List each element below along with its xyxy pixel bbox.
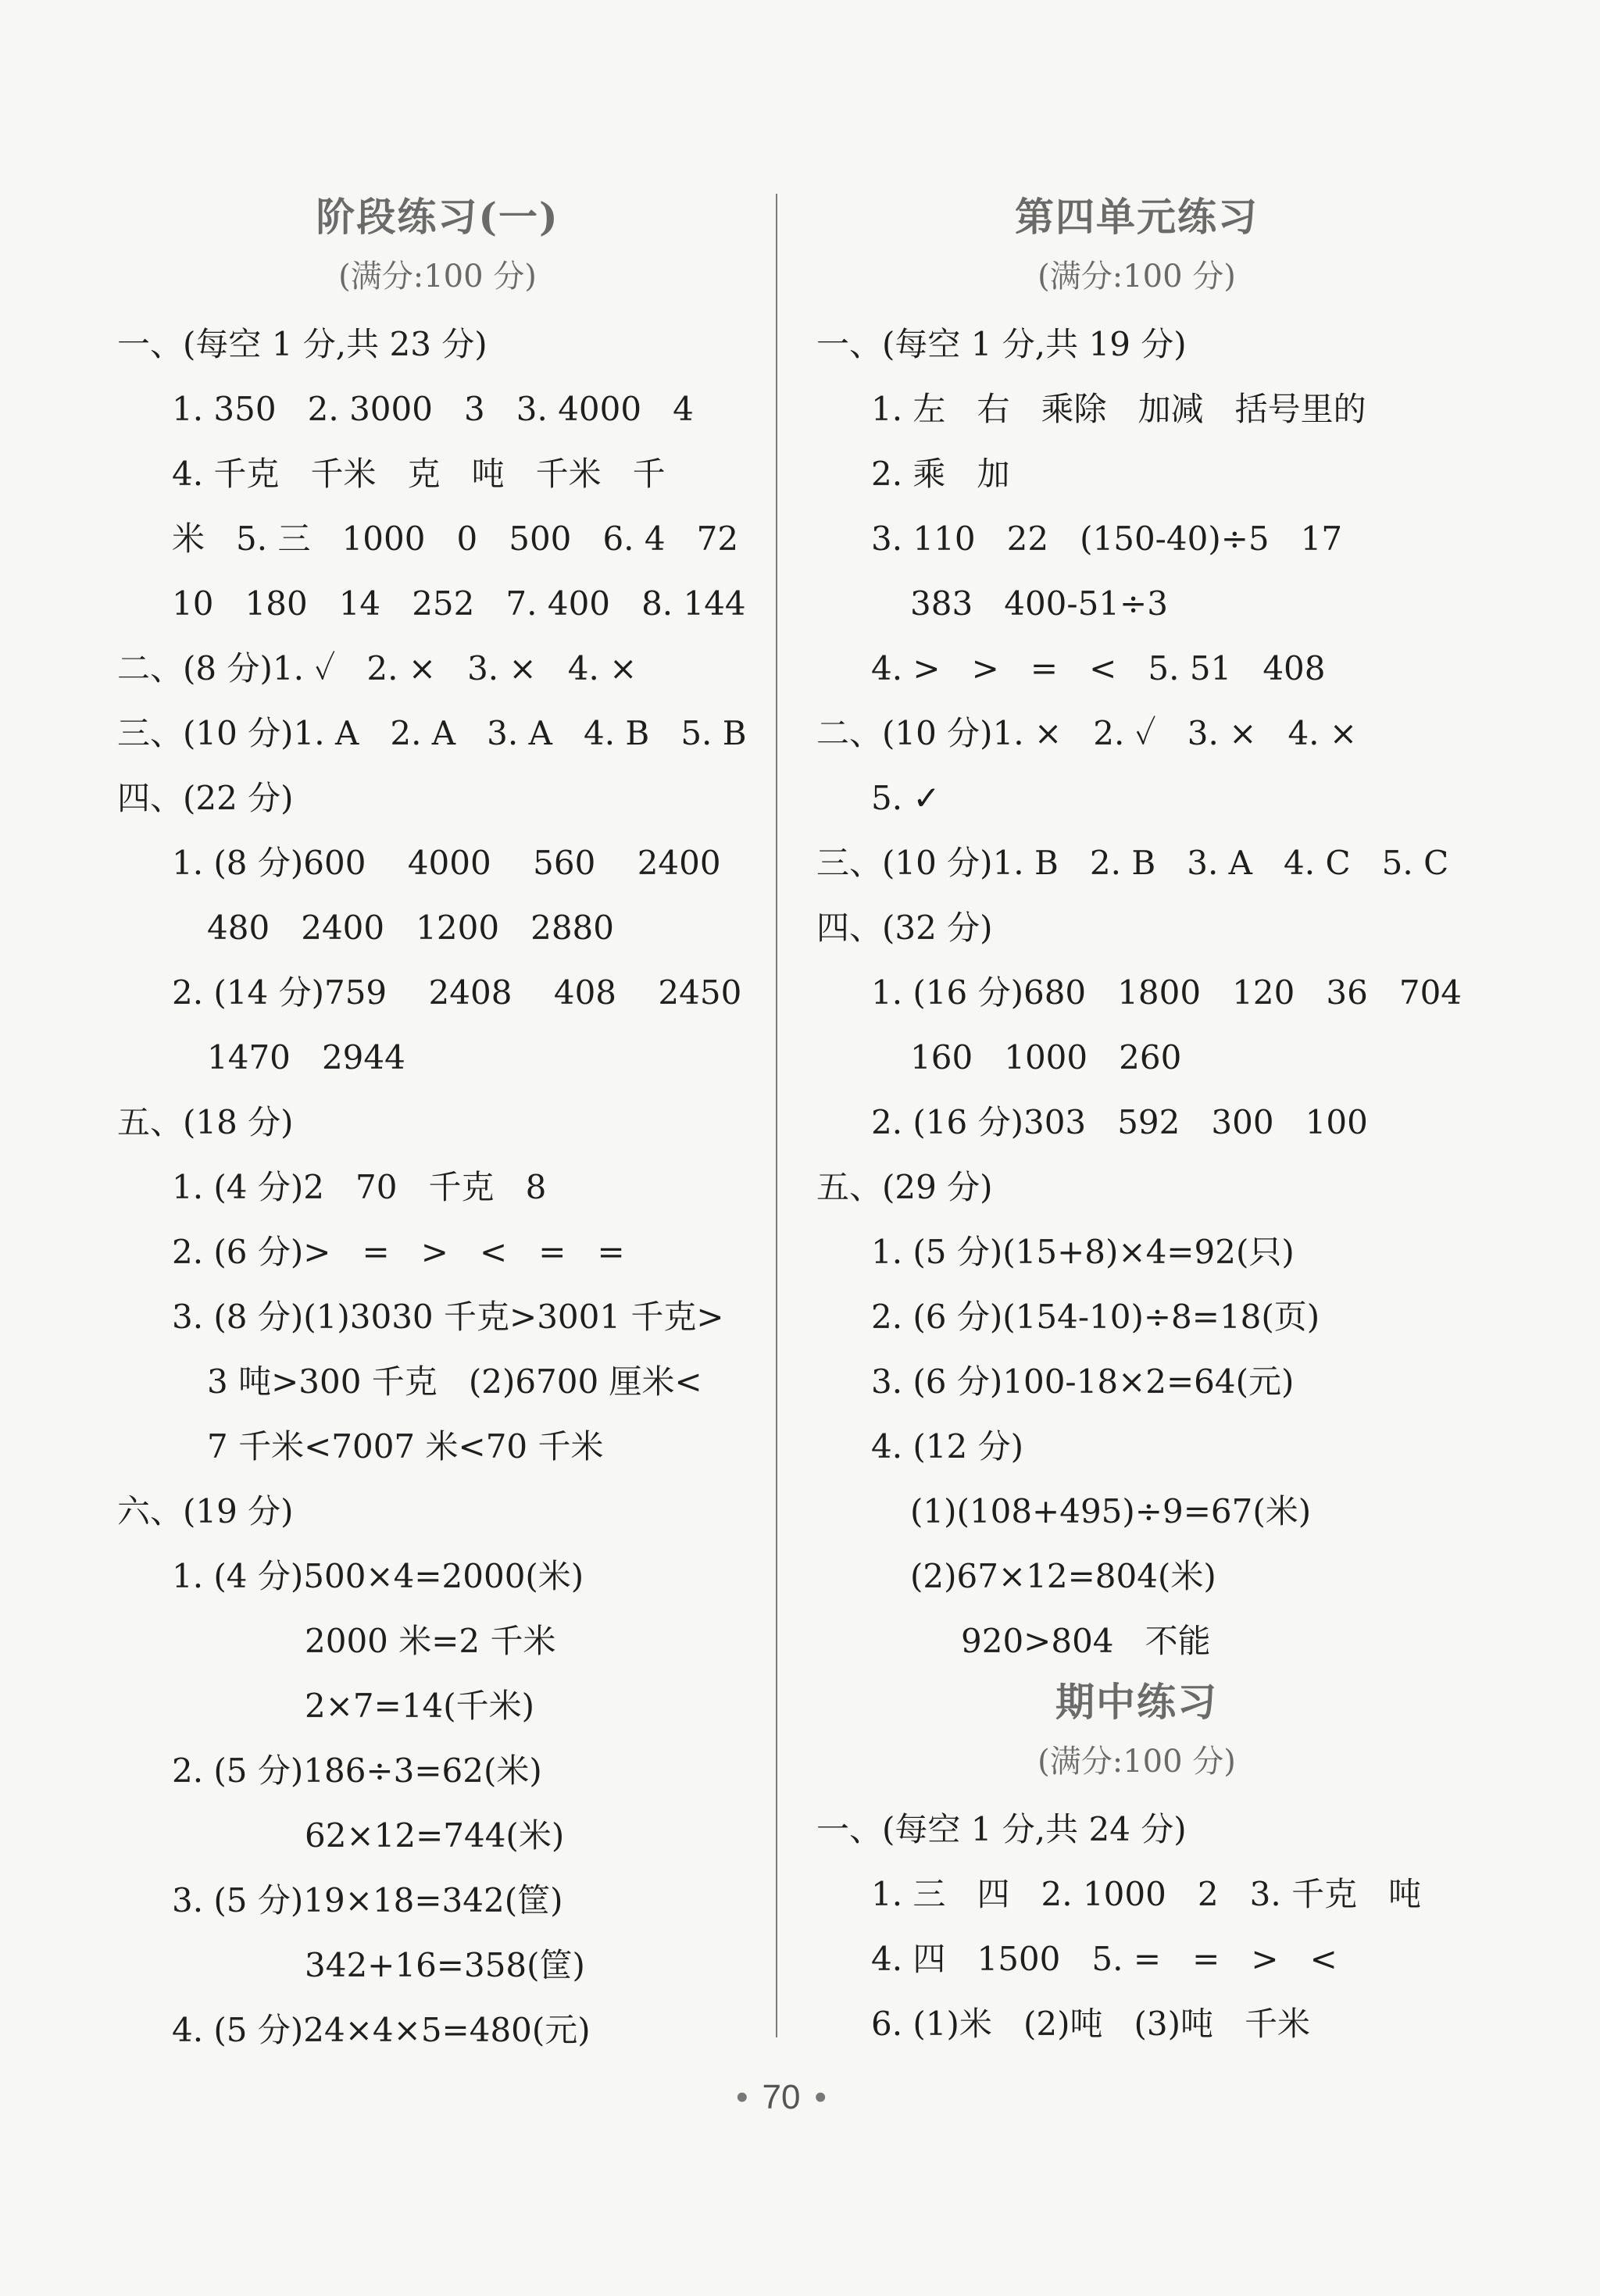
answer-line: 1. (8 分)600 4000 560 2400 [172, 844, 721, 882]
section-subtitle-full-score: (满分:100 分) [1038, 259, 1236, 295]
answer-line: 1. 左 右 乘除 加减 括号里的 [871, 390, 1366, 428]
left-column [117, 184, 758, 2062]
right-column [816, 184, 1462, 2056]
section-heading: 一、(每空 1 分,共 19 分) [816, 325, 1187, 363]
answer-line: 1. 350 2. 3000 3 3. 4000 4 [172, 390, 694, 428]
answer-line: 1. 三 四 2. 1000 2 3. 千克 吨 [871, 1875, 1422, 1913]
answer-line: (1)(108+495)÷9=67(米) [910, 1492, 1312, 1530]
section-heading: 五、(29 分) [816, 1168, 993, 1206]
section-title-midterm-practice: 期中练习 [1055, 1679, 1218, 1725]
answer-line: 10 180 14 252 7. 400 8. 144 [172, 584, 746, 623]
answer-line: 4. 千克 千米 克 吨 千米 千 [172, 455, 666, 493]
answer-line: 5. ✓ [871, 779, 941, 817]
answer-line: 2. (6 分)> = > < = = [172, 1233, 625, 1271]
answer-line: 6. (1)米 (2)吨 (3)吨 千米 [871, 2005, 1311, 2043]
midterm-answer-list [816, 1797, 1457, 2056]
answer-line: 3. (6 分)100-18×2=64(元) [871, 1362, 1295, 1401]
answer-line: 160 1000 260 [910, 1038, 1182, 1077]
answer-line: 62×12=744(米) [305, 1816, 565, 1855]
section-heading: 一、(每空 1 分,共 23 分) [117, 325, 488, 363]
answer-line: 2. (6 分)(154-10)÷8=18(页) [871, 1298, 1320, 1336]
section-heading: 二、(10 分)1. × 2. ✓ 3. × 4. × [816, 714, 1358, 752]
answer-line: 2. 乘 加 [871, 455, 1010, 493]
answer-line: 米 5. 三 1000 0 500 6. 4 72 [172, 520, 739, 558]
answer-line: 383 400-51÷3 [910, 584, 1168, 623]
section-heading: 六、(19 分) [117, 1492, 294, 1530]
section-title-stage-practice-1: 阶段练习(一) [316, 194, 559, 240]
left-answer-list [117, 312, 758, 2062]
column-divider [776, 194, 777, 2037]
answer-line: 4. (5 分)24×4×5=480(元) [172, 2011, 591, 2049]
bullet-icon: • [814, 2078, 827, 2116]
answer-line: 2. (16 分)303 592 300 100 [871, 1103, 1368, 1141]
answer-line: 3. (8 分)(1)3030 千克>3001 千克> [172, 1298, 724, 1336]
answer-line: 3. (5 分)19×18=342(筐) [172, 1881, 563, 1919]
answer-line: 2. (5 分)186÷3=62(米) [172, 1751, 542, 1790]
answer-line: 4. 四 1500 5. = = > < [871, 1940, 1338, 1978]
answer-line: 1. (4 分)500×4=2000(米) [172, 1557, 584, 1595]
answer-line: 1470 2944 [207, 1038, 405, 1077]
answer-line: 2000 米=2 千米 [305, 1622, 556, 1660]
answer-line: (2)67×12=804(米) [910, 1557, 1216, 1595]
bullet-icon: • [736, 2078, 748, 2116]
section-subtitle-full-score: (满分:100 分) [1038, 1744, 1236, 1780]
section-heading: 三、(10 分)1. A 2. A 3. A 4. B 5. B [117, 714, 747, 752]
section-heading: 四、(22 分) [117, 779, 294, 817]
answer-line: 2×7=14(千米) [305, 1687, 535, 1725]
answer-line: 1. (5 分)(15+8)×4=92(只) [871, 1233, 1295, 1271]
section-title-unit-4-practice: 第四单元练习 [1015, 194, 1259, 240]
section-heading: 五、(18 分) [117, 1103, 294, 1141]
answer-line: 342+16=358(筐) [305, 1946, 585, 1984]
answer-line: 2. (14 分)759 2408 408 2450 [172, 973, 742, 1012]
section-heading: 四、(32 分) [816, 909, 993, 947]
answer-line: 480 2400 1200 2880 [207, 909, 614, 947]
answer-line: 4. > > = < 5. 51 408 [871, 649, 1326, 687]
answer-line: 7 千米<7007 米<70 千米 [207, 1427, 604, 1466]
answer-line: 3. 110 22 (150-40)÷5 17 [871, 520, 1343, 558]
section-heading: 二、(8 分)1. ✓ 2. × 3. × 4. × [117, 649, 638, 687]
right-answer-list [816, 312, 1462, 1673]
page-number-value: 70 [762, 2078, 801, 2116]
section-heading: 一、(每空 1 分,共 24 分) [816, 1810, 1187, 1848]
answer-line: 3 吨>300 千克 (2)6700 厘米< [207, 1362, 702, 1401]
answer-line: 4. (12 分) [871, 1427, 1023, 1466]
page-number [0, 2078, 1562, 2117]
section-subtitle-full-score: (满分:100 分) [338, 259, 537, 295]
answer-line: 1. (16 分)680 1800 120 36 704 [871, 973, 1462, 1012]
answer-line: 1. (4 分)2 70 千克 8 [172, 1168, 547, 1206]
answer-line: 920>804 不能 [961, 1622, 1211, 1660]
section-heading: 三、(10 分)1. B 2. B 3. A 4. C 5. C [816, 844, 1449, 882]
